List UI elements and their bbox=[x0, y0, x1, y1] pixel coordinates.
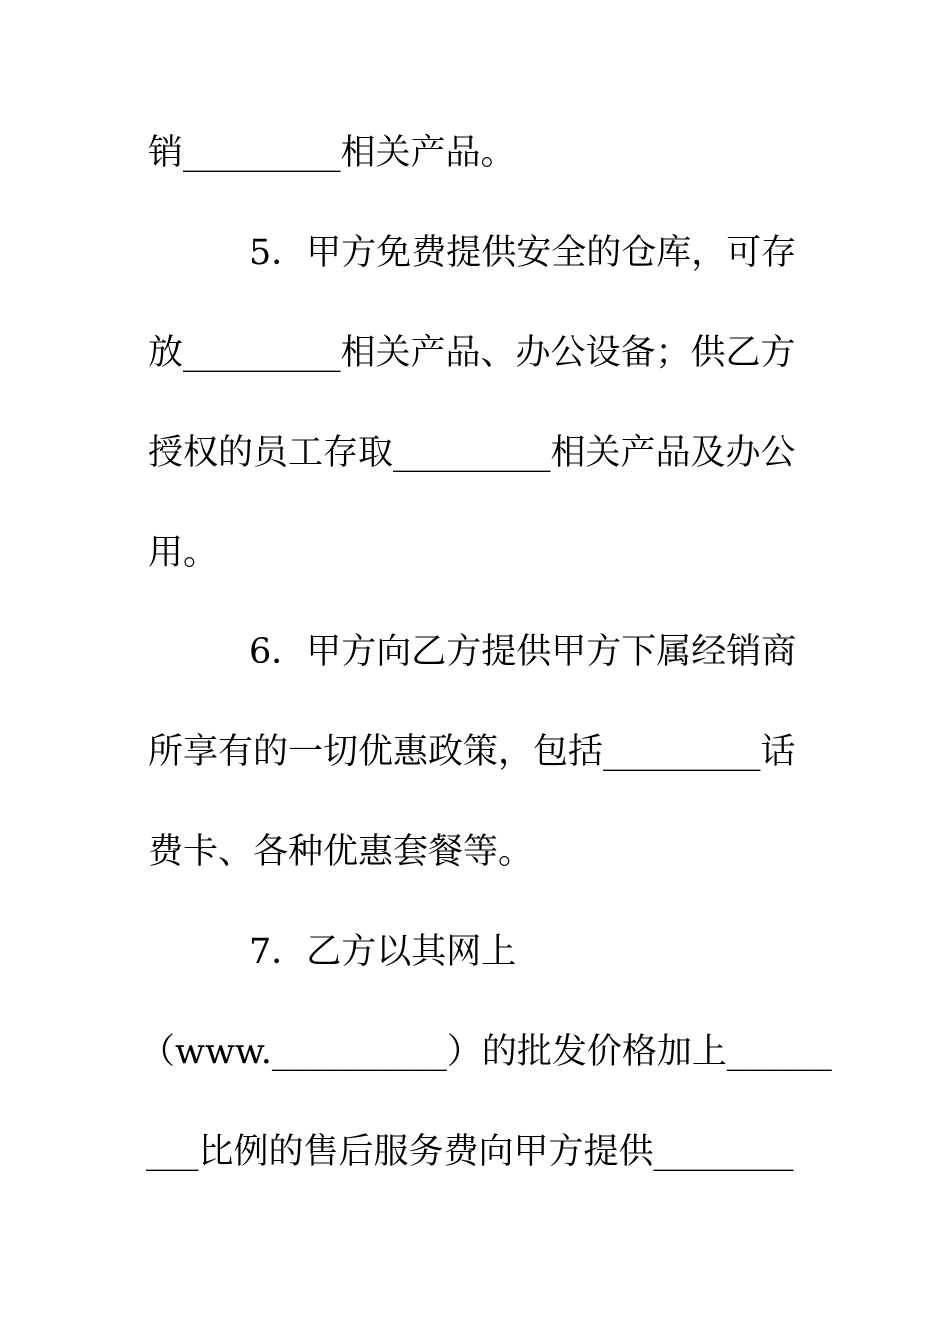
text-line: 所享有的一切优惠政策，包括_________话 bbox=[148, 732, 796, 772]
text-line: ___比例的售后服务费向甲方提供________ bbox=[146, 1132, 794, 1172]
clause-5-line: 5．甲方免费提供安全的仓库，可存 bbox=[249, 233, 797, 273]
text-line: （www.__________）的批发价格加上______ bbox=[140, 1032, 832, 1072]
clause-6-line: 6．甲方向乙方提供甲方下属经销商 bbox=[249, 632, 797, 672]
text-line: 销_________相关产品。 bbox=[148, 133, 516, 173]
text-line: 授权的员工存取_________相关产品及办公 bbox=[148, 433, 796, 473]
text-line: 费卡、各种优惠套餐等。 bbox=[148, 832, 534, 872]
text-line: 用。 bbox=[148, 533, 219, 573]
text-line: 放_________相关产品、办公设备；供乙方 bbox=[148, 333, 796, 373]
clause-7-line: 7．乙方以其网上 bbox=[249, 932, 517, 972]
